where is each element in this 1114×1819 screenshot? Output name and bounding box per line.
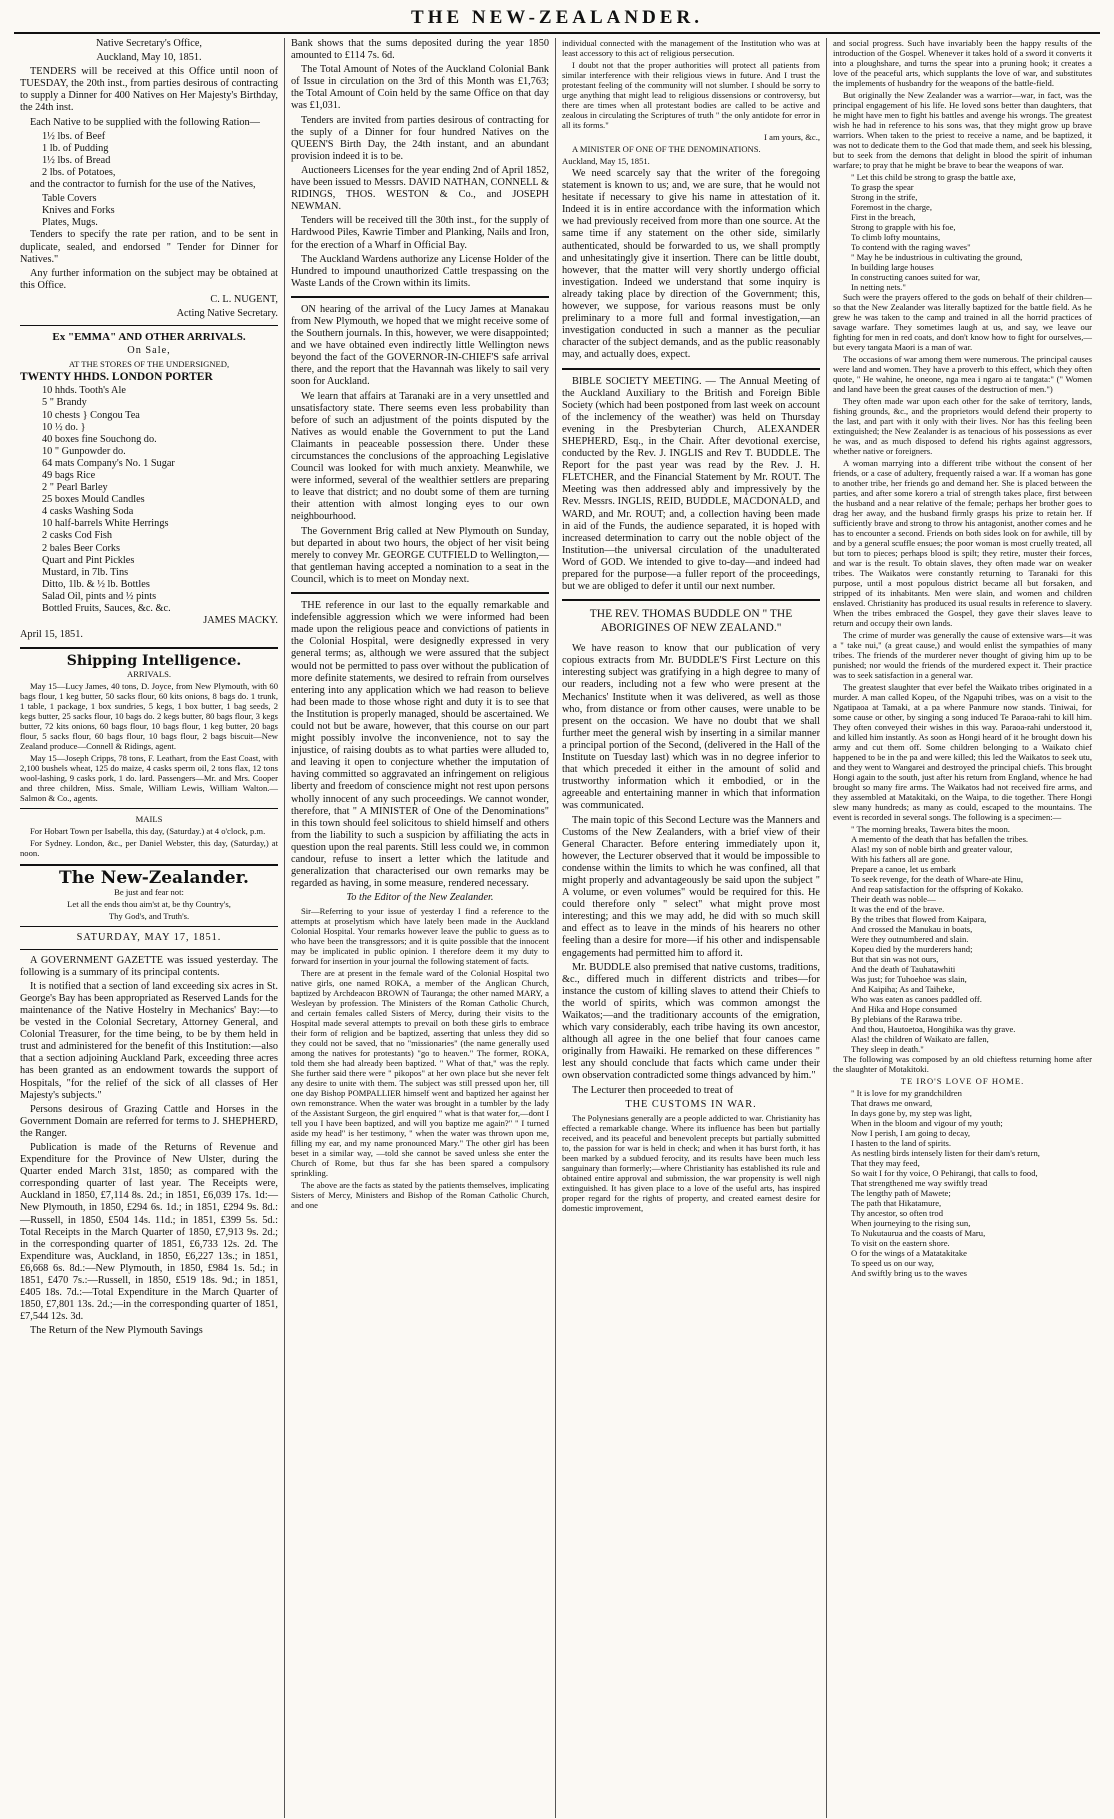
verse-line: And crossed the Manukau in boats, (851, 924, 973, 934)
mail-entry: For Hobart Town per Isabella, this day, (Saturday.) at 4 o'clock, p.m. (30, 826, 266, 837)
verse-line: Strong in the strife, (851, 192, 918, 202)
verse-line: And the death of Tauhatawhiti (851, 964, 956, 974)
verse-line: And reap satisfaction for the offspring of Kokako. (851, 884, 1024, 894)
verse-line: " Let this child be strong to grasp the battle axe, (851, 172, 1016, 182)
macky-signature: JAMES MACKY. (203, 615, 278, 627)
motto-line: Let all the ends thou aim'st at, be thy Country's, (67, 898, 231, 909)
verse-line: Now I perish, I am going to decay, (851, 1128, 971, 1138)
verse-line: When in the bloom and vigour of my youth; (851, 1118, 1003, 1128)
divider (562, 599, 820, 601)
mails-heading: MAILS (135, 814, 163, 825)
customs-heading: THE CUSTOMS IN WAR. (625, 1098, 757, 1110)
furnish-list (20, 193, 278, 229)
article-paragraph: Auctioneers Licenses for the year ending 2nd of April 1852, have been issued to Messrs. DAVID NATHAN, CONNELL & RIDINGS, THOS. WESTON & Co., and JOSEPH NEWMAN. (291, 164, 549, 213)
article-paragraph: But originally the New Zealander was a warrior—war, in fact, was the principal engagement of his life. He loved sons better than daughters, that he might have men to fight his battles and avenge his wrongs. The greatest wish he had in reference to his sons was, that they might grow up brave warriors. When taken to the priest to receive a name, and be baptized, it was not to dedicate them to the God that made them, and seek his blessing, but to seek from the demons that delight in blood the spirit of inhuman warfare; to pray that he might be brave to bear the weapons of war. (833, 90, 1092, 170)
list-item: 1½ lbs. of Beef (42, 130, 106, 142)
article-paragraph: We learn that affairs at Taranaki are in a very unsettled and unsatisfactory state. There seems even less probability than before of such an adjustment of the points disputed by the Natives as would enable the Government to put the Land Claimants in peaceable possession there. Under these circumstances the conclusions of the approaching Legislative Council was looked for with much anxiety. Meanwhile, we were informed, several of the wealthier settlers are preparing to leave that district; and no doubt some of them are turning their attention with almost longing eyes to our own neighbourhood. (291, 390, 549, 523)
verse-block (833, 1088, 1092, 1278)
tenders-paragraph: Tenders to specify the rate per ration, and to be sent in duplicate, sealed, and endorsed " Tender for Dinner for Natives." (20, 229, 278, 265)
divider (20, 926, 278, 927)
list-item: 5 " Brandy (42, 397, 87, 409)
list-item: Salad Oil, pints and ½ pints (42, 590, 157, 602)
emma-heading: Ex "EMMA" AND OTHER ARRIVALS. (52, 331, 246, 344)
list-item: 2 bales Beer Corks (42, 542, 121, 554)
verse-line: In building large houses (851, 262, 934, 272)
poem-title: TE IRO'S LOVE OF HOME. (900, 1076, 1025, 1086)
arrival-entry: May 15—Joseph Cripps, 78 tons, F. Leathart, from the East Coast, with 2,100 bushels wheat, 125 do maize, 4 casks sperm oil, 2 tons flax, 12 tons wool-lashing, 9 casks pork, 1 do. lard. Passengers—Mr. and Mrs. Cooper and three children, Miss. Smale, William Lewis, William Walton.—Salmon & Co., agents. (20, 753, 278, 804)
shipping-heading: Shipping Intelligence. (66, 653, 242, 670)
arrival-entry: May 15—Lucy James, 40 tons, D. Joyce, from New Plymouth, with 60 bags flour, 1 keg butter, 50 sacks flour, 60 kits onions, 8 bags do. 1 trunk, 1 table, 1 package, 1 box sundries, 5 kegs, 1 box butter, 1 bag seeds, 2 kegs butter, 25 sacks flour, 10 bags do. 2 kegs butter, 80 bags flour, 3 kegs butter, 72 kits onions, 60 bags flour, 10 bags flour, 1 keg butter, 20 bags flour, 5 sacks flour, 60 bags flour, 10 bags flour, 2 bags biscuit—New Zealand produce—Connell & Ridings, agent. (20, 681, 278, 752)
article-paragraph: Bank shows that the sums deposited during the year 1850 amounted to £114 7s. 6d. (291, 38, 549, 62)
list-item: Mustard, in 7lb. Tins (42, 566, 129, 578)
mail-entry: For Sydney. London, &c., per Daniel Webster, this day, (Saturday,) at noon. (20, 838, 278, 859)
divider (20, 647, 278, 649)
verse-line: By the tribes that flowed from Kaipara, (851, 914, 987, 924)
issue-date: SATURDAY, MAY 17, 1851. (76, 931, 222, 943)
list-item: 49 bags Rice (42, 470, 96, 481)
letter-heading: To the Editor of the New Zealander. (346, 892, 494, 904)
letter-paragraph: Sir—Referring to your issue of yesterday I find a reference to the attempts at proselytism which have lately been made in the Auckland Colonial Hospital. Your remarks however leave the public to guess as to who have been the transgressors; and it is quite possible that the innocent may be implicated in public opinion. I therefore deem it my duty to forward for insertion in your journal the following statement of facts. (291, 906, 549, 967)
signature-name: C. L. NUGENT, (210, 293, 278, 305)
article-paragraph: Tenders are invited from parties desirous of contracting for the suply of a Dinner for four hundred Natives on the QUEEN'S Birth Day, the 24th instant, and an abundant provision indeed it is to be. (291, 114, 549, 162)
article-paragraph: The Government Brig called at New Plymouth on Sunday, but departed in about two hours, the object of her visit being merely to convey Mr. GEORGE CUTFIELD to Wellington,—that gentleman having accepted a nomination to a seat in the Council, which is to meet on Monday next. (291, 525, 549, 585)
verse-line: To climb lofty mountains, (851, 232, 941, 242)
divider (20, 325, 278, 326)
letter-paragraph: individual connected with the management of the Institution who was at least accessory to this act of religious persecution. (562, 38, 820, 58)
list-item: 25 boxes Mould Candles (42, 494, 145, 506)
verse-line: In days gone by, my step was light, (851, 1108, 972, 1118)
article-paragraph: The greatest slaughter that ever befel the Waikato tribes originated in a murder. A man called Kopeu, of the Ngapuhi tribes, was on a visit to the Ngatipaoa at Tamaki, at a pa where Panmure now stands. Tiniwai, for some cause or other, by singing a song induced Te Paraoa-rahi to kill him. They often conveyed their wishes in this way. Paraoa-rahi understood it, and killed him instantly. As soon as Hongi heard of it he brought down his army and cut them off. Some children belonging to a Waikato chief happened to be in the pa and were killed; this led the Waikatos to seek utu, and they went to Wangarei and destroyed the principal chiefs. This brought Hongi again to the south, just after his return from England, whence he had brought so many fire arms. The Waikatos had not received fire arms, and they assembled at Matakitaki, on the Waipa, to die together. There Hongi slew many hundreds; as many as could, escaped to the mountains. The event is recorded in several songs. The following is a specimen:— (833, 682, 1092, 822)
verse-block (833, 172, 1092, 292)
verse-line: " The morning breaks, Tawera bites the moon. (851, 824, 1010, 834)
verse-line: Alas! the children of Waikato are fallen, (851, 1034, 989, 1044)
article-paragraph: ON hearing of the arrival of the Lucy James at Manakau from New Plymouth, we hoped that we might receive some of the Southern journals. In this, however, we were disappointed; and we have obtained even indirectly little Wellington news beyond the fact of the GOVERNOR-IN-CHIEF'S safe arrival there, and the report that the Havannah was likely to sail very soon for Auckland. (291, 303, 549, 388)
columns (14, 38, 1100, 1818)
list-item: 4 casks Washing Soda (42, 506, 134, 518)
verse-line: And Hika and Hope consumed (851, 1004, 957, 1014)
verse-line: To contend with the raging waves" (851, 242, 971, 252)
article-paragraph: The Total Amount of Notes of the Auckland Colonial Bank of Issue in circulation on the 3rd of this Month was £1,763; the Total Amount of Coin held by the same Office on that day was £1,031. (291, 64, 549, 112)
list-item: 10 " Gunpowder do. (42, 445, 126, 457)
article-paragraph: and social progress. Such have invariably been the happy results of the introduction of the Gospel. Whenever it takes hold of a sword it converts it into a ploughshare, and turns the spear into a pruning hook; it creates a love of the peaceful arts, which supplants the love of war, and substitutes the implements of husbandry for the weapons of the battle-field. (833, 38, 1092, 88)
article-paragraph: The Return of the New Plymouth Savings (30, 1325, 203, 1337)
letter-place: Auckland, May 15, 1851. (562, 156, 650, 166)
verse-line: As nestling birds intensely listen for their dam's return, (851, 1148, 1040, 1158)
verse-line: The path that Hikatamure, (851, 1198, 942, 1208)
list-item: 40 boxes fine Souchong do. (42, 433, 157, 445)
office-date: Auckland, May 10, 1851. (96, 52, 202, 64)
divider (291, 296, 549, 298)
divider (291, 592, 549, 594)
verse-line: And swiftly bring us to the waves (851, 1268, 968, 1278)
verse-line: Foremost in the charge, (851, 202, 932, 212)
verse-line: Were they outnumbered and slain. (851, 934, 969, 944)
list-item: Plates, Mugs. (42, 217, 98, 229)
article-paragraph: Mr. BUDDLE also premised that native customs, traditions, &c., differed much in different districts and tribes—for instance the custom of killing slaves to attend their Chiefs to the world of spirits, which was common amongst the Waikatos;—and the traditionary accounts of the emigration, which vary considerably, each tribe having its own ancestor, although all agree in the one belief that four canoes came originally from Hawaiki. He remarked on these differences " lest any should conclude that facts which came under their own observation contradicted some things advanced by him." (562, 961, 820, 1082)
verse-line: That strengthened me way swiftly tread (851, 1178, 988, 1188)
column-2 (285, 38, 556, 1818)
article-paragraph: It is notified that a section of land exceeding six acres in St. George's Bay has been appropriated as Reserved Lands for the maintenance of the Native Hostelry in Mechanics' Bay:—to be vested in the Colonial Secretary, Attorney General, and Colonial Treasurer, for the time being, to be by them held in trust and administered for the benefit of this Institution:—also that a section adjoining Auckland Park, exceeding three acres has been granted as an endowment towards the support of Hospitals, "for the relief of the sick of all classes of Her Majesty's subjects." (20, 980, 278, 1101)
divider (20, 808, 278, 809)
divider (562, 368, 820, 370)
tenders-paragraph: and the contractor to furnish for the use of the Natives, (30, 179, 256, 191)
motto-line: Thy God's, and Truth's. (108, 910, 190, 921)
verse-line: First in the breach, (851, 212, 916, 222)
list-item: 10 hhds. Tooth's Ale (42, 385, 126, 397)
verse-line: That they may feed, (851, 1158, 920, 1168)
list-item: Knives and Forks (42, 205, 115, 217)
list-item: 64 mats Company's No. 1 Sugar (42, 457, 175, 469)
article-paragraph: The Polynesians generally are a people addicted to war. Christianity has effected a remarkable change. Where its influence has been but partially received, and its peaceful and benevolent precepts but partially submitted to, the passion for war is held in check; and when it has burst forth, it has been marked by a subdued ferocity, and its results have been much less sanguinary than formerly;—where Christianity has established its rule and obtained entire approval and submission, the war propensity is well nigh extinguished. It has given place to a love of the useful arts, has inspired proper regard for the rights of property, and created earnest desire for domestic improvement, (562, 1112, 820, 1213)
tenders-paragraph: TENDERS will be received at this Office until noon of TUESDAY, the 20th inst., from parties desirous of contracting to supply a Dinner for 400 Natives on Her Majesty's Birthday, the 24th inst. (20, 66, 278, 114)
verse-line: Was just; for Tuhoehoe was slain, (851, 974, 967, 984)
verse-line: And thou, Hautoetoa, Hongihika was thy grave. (851, 1024, 1016, 1034)
list-item: 2 " Pearl Barley (42, 482, 108, 494)
column-4 (827, 38, 1098, 1818)
verse-line: Kopeu died by the murderers hand; (851, 944, 973, 954)
masthead: THE NEW-ZEALANDER. (14, 6, 1100, 34)
list-item: 10 half-barrels White Herrings (42, 518, 169, 530)
ration-list (20, 131, 278, 179)
verse-line: " May he be industrious in cultivating the ground, (851, 252, 1023, 262)
letter-paragraph: There are at present in the female ward of the Colonial Hospital two native girls, one named ROKA, a member of the Anglican Church, baptized by Archdeacon BROWN of Tauranga; the other named MARY, a Wesleyan by profession. The Ministers of the Roman Catholic Church, and certain females called Sisters of Mercy, during their visits to the Hospital made several attempts to prevail on both these girls to embrace their form of religion and be baptized, asserting that unless they did so they could not be saved, that no "missionaries" (the name generally used among the natives for protestants) "go to heaven." The former, ROKA, told them she had already been baptized. " What of that," was the reply. She further said there were " pikopos" at her own place but she never felt any desire to unite with them. The subject was still pressed upon her, till one day Bishop POMPALLIER himself went and baptized her against her own remonstrance. When the water was brought in a tumbler by the lady of the Assistant Surgeon, the girl enquired " what is that water for,—dont I tell you I have been baptized, and will you baptize me again?" " I turned aside my head" is her testimony, " when the water was thrown upon me, filling my ear, and my name pronounced Mary." The other girl has been beset in a similar way, —told she cannot be saved unless she enter the Church of Rome, but thus far she has been spared a compulsory sprinkling. (291, 968, 549, 1179)
article-paragraph: The Lecturer then proceeded to treat of (572, 1084, 734, 1096)
verse-line: The lengthy path of Mawete; (851, 1188, 951, 1198)
verse-line: To seek revenge, for the death of Whare-ate Hinu, (851, 874, 1023, 884)
list-item: Ditto, 1lb. & ½ lb. Bottles (42, 578, 150, 590)
verse-line: " It is love for my grandchildren (851, 1088, 962, 1098)
letter-paragraph: I doubt not that the proper authorities will protect all patients from similar interference with their religious views in future. And I trust the protestant feeling of the community will not slumber. I should be sorry to urge anything that might lead to religious dissensions or controversy, but there are times when all protestant bodies are called to be active and zealous in circulating the Scriptures of truth " the only antidote for error in all its forms." (562, 60, 820, 130)
macky-date: April 15, 1851. (20, 629, 83, 641)
column-1 (14, 38, 285, 1818)
article-paragraph: A GOVERNMENT GAZETTE was issued yesterday. The following is a summary of its principal contents. (20, 954, 278, 978)
article-paragraph: Publication is made of the Returns of Revenue and Expenditure for the Province of New Ulster, during the Quarter ended March 31st, 1850; as compared with the corresponding quarter of last year. The Receipts were, Auckland in 1850, £7,114 8s. 2d.; in 1851, £6,039 17s. 1d:—New Plymouth, in 1850, £294 6s. 1d.; in 1851, £294 9s. 8d.:—Russell, in 1850, £504 14s. 11d.; in 1851, £399 5s. 5d.: Total Receipts in the March Quarter of 1850, £7,913 9s. 2d.; in the corresponding quarter of 1851, £6,733 12s. 2d. The Expenditure was, Auckland, in 1850, £6,227 13s.; in 1851, £6,668 6s. 8d.:—New Plymouth, in 1850, £984 1s. 5d.; in 1851, £470 7s.:—Russell, in 1850, £519 18s. 9d.; in 1851, £405 18s. 7d.:—Total Expenditure in the March Quarter of 1850, £7,801 13s. 2d.;—in the corresponding quarter of 1851, £7,544 12s. 3d. (20, 1142, 278, 1323)
verse-line: So wait I for thy voice, O Pehirangi, that calls to food, (851, 1168, 1038, 1178)
article-paragraph: Persons desirous of Grazing Cattle and Horses in the Government Domain are referred for terms to J. SHEPHERD, the Ranger. (20, 1103, 278, 1139)
verse-block (833, 824, 1092, 1054)
article-paragraph: BIBLE SOCIETY MEETING. — The Annual Meeting of the Auckland Auxiliary to the British and Foreign Bible Society (which had been postponed from last week on account of the inclemency of the weather) was held on Thursday evening in the Presbyterian Church, ALEXANDER SHEPHERD, Esq., in the Chair. After devotional exercise, conducted by the Rev. J. INGLIS and Rev T. BUDDLE. The Report for the past year was read by the Rev. J. H. FLETCHER, and the Financial Statement by Mr. ROUT. The Meeting was then addressed ably and impressively by the Rev. Messrs. INGLIS, REID, BUDDLE, MACDONALD, and WARD, and Mr. ROUT; and, a collection having been made in aid of the Funds, the audience separated, it is hoped with increased determination to carry out the noble object of the Institution—the universal circulation of the unadulterated Word of GOD. We intended to give to-day—and indeed had prepared for the purpose—a fuller report of the proceedings, but we are obliged to defer it until our next number. (562, 375, 820, 593)
verse-line: In netting nets." (851, 282, 906, 292)
list-item: 2 casks Cod Fish (42, 530, 113, 542)
verse-line: Who was eaten as canoes paddled off. (851, 994, 982, 1004)
article-paragraph: The main topic of this Second Lecture was the Manners and Customs of the New Zealanders, with a brief view of their General Character. Before entering immediately upon it, however, the Lecturer observed that it would be impossible to condense within the limits to which he was confined, all that might properly and advantageously be said upon the subject " A volume, or even volumes" would be required for this. He could therefore only " select" what might prove most interesting; and this we may add, he did with so much skill and effect as to leave in the minds of his hearers no other feeling than a desire for more—if his other and indispensable engagements had permitted him to afford it. (562, 814, 820, 959)
verse-line: Their death was noble— (851, 894, 936, 904)
motto-line: Be just and fear not: (114, 886, 184, 897)
article-paragraph: We need scarcely say that the writer of the foregoing statement is known to us; and, we are sure, that he would not hesitate if necessary to give his name in attestation of it. Indeed it is in entire accordance with the information which we had previously received from more than one source. At the same time if any statement on the other side, similarly authenticated, should be forwarded to us, we shall promptly and unhesitatingly give it insertion. There can be little doubt, however, that the matter will very shortly undergo official investigation. Indeed we understand that some inquiry is already taking place by direction of the Government; this, however, we suppose, for various reasons must be only preliminary to a more full and formal investigation,—an investigation conducted in such a manner as the peculiar character of the subject demands, and as the public reasonably may, and actually does, expect. (562, 168, 820, 361)
goods-list (20, 385, 278, 615)
verse-line: With his fathers all are gone. (851, 854, 950, 864)
article-paragraph: They often made war upon each other for the sake of territory, lands, fishing grounds, &c., and the proprietors would defend their property to the last, and part with it only with their lives. Nor has this feeling been extinguished; the New Zealander is as tenacious of his possessions as ever he was, and as much disposed to defend his rights against aggressors, whether native or foreigners. (833, 396, 1092, 456)
article-paragraph: The following was composed by an old chieftess returning home after the slaughter of Motakitoki. (833, 1054, 1092, 1074)
verse-line: In constructing canoes suited for war, (851, 272, 980, 282)
on-sale: On Sale, (127, 345, 171, 357)
verse-line: But that sin was not ours, (851, 954, 939, 964)
list-item: 10 chests } Congou Tea (42, 409, 140, 421)
article-paragraph: The occasions of war among them were numerous. The principal causes were land and women. They have a proverb to this effect, which they often quote, " He wahine, he oneone, nga mea i ngaro ai te tangata:" (" Women and land have been the great causes of the destruction of men.") (833, 354, 1092, 394)
verse-line: O for the wings of a Matatakitake (851, 1248, 967, 1258)
article-paragraph: Such were the prayers offered to the gods on behalf of their children—so that the New Zealander was literally baptized for the battle field. As he grew he was taken to the camp and trained in all the horrid practices of savage warfare. They sometimes laugh at us, and say, we leave our fighting for men in red coats, and don't know how to fight for ourselves,—but every tangata Maori is a man of war. (833, 292, 1092, 352)
article-paragraph: THE reference in our last to the equally remarkable and indefensible aggression which we were informed had been made upon the religious peace and convictions of patients in the Colonial Hospital, were designedly expressed in very general terms; as, although we were assured that the subject would not be permitted to pass over without the publication of more definite statements, we desired to refrain from ourselves entering into any application which we had reason to believe had been made to those whose right and duty it is to see that the Institution is properly managed, should be ascertained. We could not but be aware, however, that this course on our part might possibly involve the inconvenience, not to say the injustice, of raising doubts as to what parties were alluded to, and leaving it open to conjecture whether the imputation of having committed so aggravated an infringement on religious liberty and freedom of conscience might not rest upon persons wholly innocent of any such proceedings. We cannot wonder, therefore, that " A MINISTER of One of the Denominations" in this town should feel solicitous to shield himself and others from the liability to such a suspicion by affiliating the acts in question upon the real parents. Still less could we, in common candour, refuse to insert a letter which the latitude and generalization that characterised our own remarks may be regarded as having, in some measure, rendered necessary. (291, 600, 549, 890)
verse-line: Alas! my son of noble birth and greater valour, (851, 844, 1013, 854)
list-item: 2 lbs. of Potatoes, (42, 166, 116, 178)
stores-line: AT THE STORES OF THE UNDERSIGNED, (68, 359, 230, 370)
verse-line: To visit on the eastern shore. (851, 1238, 950, 1248)
article-paragraph: The crime of murder was generally the cause of extensive wars—it was a " take nui," (a great cause,) and would enlist the sympathies of many tribes. The friends of the murderer never thought of giving him up to be punished; nor would the friends of the murdered expect it. Their practice was to seek satisfaction in a general war. (833, 630, 1092, 680)
verse-line: I hasten to the land of spirits. (851, 1138, 952, 1148)
signature-title: Acting Native Secretary. (176, 307, 278, 319)
verse-line: That draws me onward, (851, 1098, 933, 1108)
list-item: 1½ lbs. of Bread (42, 154, 111, 166)
list-item: Table Covers (42, 193, 97, 205)
verse-line: By plebians of the Rarawa tribe. (851, 1014, 963, 1024)
article-paragraph: We have reason to know that our publication of very copious extracts from Mr. BUDDLE'S First Lecture on this interesting subject was gratifying in a high degree to many of our readers, including not a few who were present at the Mechanics' Institute when it was delivered, as well as those who, from distance or from other causes, were unable to be present on the occasion. We have no doubt that we shall further meet the general wish by inserting in a similar manner a principal portion of the Second, (delivered in the Hall of the Institute on Tuesday last) which was in no degree inferior to that which preceded it either in the amount of solid and trustworthy information which it embodied, or in the agreeable and entertaining manner in which that information was communicated. (562, 643, 820, 812)
verse-line: Thy ancestor, so often trod (851, 1208, 944, 1218)
letter-closing: I am yours, &c., (764, 132, 820, 142)
column-3 (556, 38, 827, 1818)
paper-title: The New-Zealander. (59, 868, 249, 889)
porter-line: TWENTY HHDS. LONDON PORTER (20, 371, 213, 384)
verse-line: Prepare a canoe, let us embark (851, 864, 956, 874)
buddle-heading: THE REV. THOMAS BUDDLE ON " THE ABORIGINES OF NEW ZEALAND." (589, 608, 793, 635)
verse-line: To Nukutaurua and the coasts of Maru, (851, 1228, 986, 1238)
tenders-paragraph: Any further information on the subject may be obtained at this Office. (20, 267, 278, 291)
article-paragraph: The Auckland Wardens authorize any License Holder of the Hundred to impound unauthorized Cattle trespassing on the Waste Lands of the Crown within its limits. (291, 253, 549, 289)
list-item: 1 lb. of Pudding (42, 142, 109, 154)
divider (20, 949, 278, 950)
arrivals-heading: ARRIVALS. (126, 669, 171, 680)
list-item: Bottled Fruits, Sauces, &c. &c. (42, 603, 171, 615)
letter-paragraph: The above are the facts as stated by the patients themselves, implicating Sisters of Mercy, Ministers and Bishop of the Roman Catholic Church, and one (291, 1180, 549, 1211)
verse-line: Strong to grapple with his foe, (851, 222, 956, 232)
verse-line: It was the end of the brave. (851, 904, 945, 914)
verse-line: To grasp the spear (851, 182, 914, 192)
tenders-paragraph: Each Native to be supplied with the following Ration— (30, 116, 260, 128)
list-item: Quart and Pint Pickles (42, 554, 135, 566)
verse-line: A memento of the death that has befallen the tribes. (851, 834, 1029, 844)
verse-line: When journeying to the rising sun, (851, 1218, 971, 1228)
verse-line: And Kaipiha; As and Taiheke, (851, 984, 955, 994)
article-paragraph: A woman marrying into a different tribe without the consent of her friends, or a case of adultery, frequently raised a war. If a woman has gone to another tribe, her friends go and demand her. She is placed between the parties, and after some korero a trial of strength takes place, first between the husband and a near relative of the female; perhaps her brother goes to drag her away, and the husband firmly grasps his prize to retain her. If sufficiently brave and strong to throw his antagonist, another comes and he has to encounter a second. Friends on both sides look on for awhile, till by and by a general scuffle ensues; the poor woman is most cruelly treated, all but torn to pieces; perhaps blood is spilt; they retire, muster their forces, and war is the result. To obtain slaves, they often made war on weaker tribes. The Waikatos were constantly returning to Taranaki for this purpose, until a most populous district became all but forsaken, and stripped of its inhabitants. Men were slain, and women and children enslaved. Christianity has produced its usual results in reference to slavery. When the tribes embraced the Gospel, they gave their slaves leave to return and occupy their own lands. (833, 458, 1092, 628)
list-item: 10 ½ do. } (42, 421, 86, 433)
verse-line: To speed us on our way, (851, 1258, 934, 1268)
letter-signature: A MINISTER OF ONE OF THE DENOMINATIONS. (572, 144, 761, 154)
article-paragraph: Tenders will be received till the 30th inst., for the supply of Hardwood Piles, Kawrie Timber and Planking, Nails and Iron, for the erection of a Wharf in Official Bay. (291, 215, 549, 251)
office-line: Native Secretary's Office, (95, 38, 203, 49)
verse-line: They sleep in death." (851, 1044, 924, 1054)
divider (20, 864, 278, 866)
